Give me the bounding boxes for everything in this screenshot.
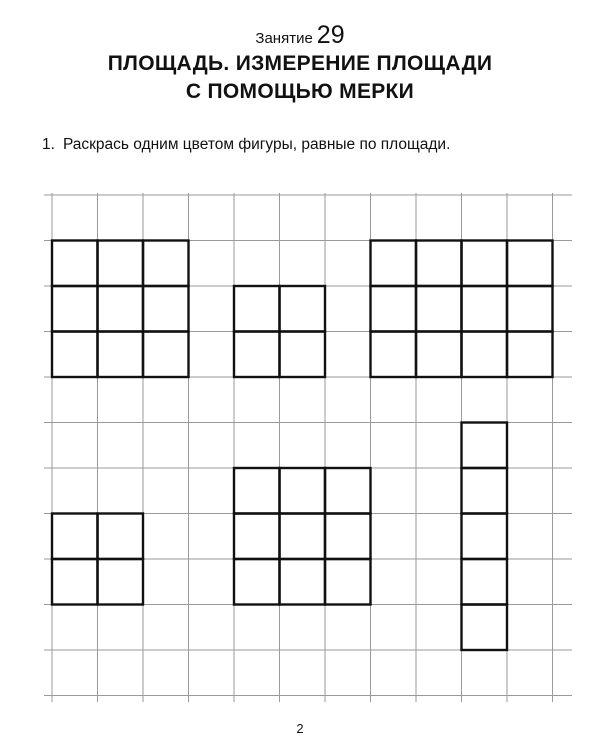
figure-cell[interactable] <box>325 514 371 560</box>
figure-cell[interactable] <box>98 286 144 332</box>
figure-cell[interactable] <box>462 605 508 651</box>
figure-cell[interactable] <box>507 286 553 332</box>
figure-cell[interactable] <box>462 423 508 469</box>
figure-cell[interactable] <box>52 514 98 560</box>
figure-cell[interactable] <box>416 241 462 287</box>
figure-cell[interactable] <box>371 241 417 287</box>
figure-cell[interactable] <box>143 241 189 287</box>
figure-cell[interactable] <box>371 286 417 332</box>
figure-cell[interactable] <box>280 468 326 514</box>
figure-cell[interactable] <box>234 468 280 514</box>
figure-cell[interactable] <box>462 468 508 514</box>
figure-cell[interactable] <box>52 332 98 378</box>
figure-cell[interactable] <box>325 468 371 514</box>
figure-column-1x5-bottom-right[interactable] <box>462 423 508 651</box>
lesson-word: Занятие <box>255 30 313 47</box>
figure-cell[interactable] <box>98 241 144 287</box>
lesson-number: 29 <box>316 21 345 49</box>
figure-cell[interactable] <box>416 286 462 332</box>
figure-cell[interactable] <box>143 286 189 332</box>
figure-square-3x3-top-left[interactable] <box>52 241 189 378</box>
figure-cell[interactable] <box>507 332 553 378</box>
figure-cell[interactable] <box>280 286 326 332</box>
figure-cell[interactable] <box>280 559 326 605</box>
figure-cell[interactable] <box>462 332 508 378</box>
figure-cell[interactable] <box>280 332 326 378</box>
figure-cell[interactable] <box>234 286 280 332</box>
figure-cell[interactable] <box>52 241 98 287</box>
figure-cell[interactable] <box>234 559 280 605</box>
figure-cell[interactable] <box>234 514 280 560</box>
figure-cell[interactable] <box>280 514 326 560</box>
figure-cell[interactable] <box>462 241 508 287</box>
figure-cell[interactable] <box>98 559 144 605</box>
figure-cell[interactable] <box>462 286 508 332</box>
figure-rectangle-4x3-top-right[interactable] <box>371 241 553 378</box>
figure-square-3x3-bottom-middle[interactable] <box>234 468 371 605</box>
figure-cell[interactable] <box>507 241 553 287</box>
figure-cell[interactable] <box>462 514 508 560</box>
figure-cell[interactable] <box>325 559 371 605</box>
task-text: Раскрась одним цветом фигуры, равные по площади. <box>62 136 451 153</box>
figure-cell[interactable] <box>98 332 144 378</box>
figure-cell[interactable] <box>52 559 98 605</box>
figure-cell[interactable] <box>52 286 98 332</box>
task-number: 1. <box>42 136 55 153</box>
figures <box>52 241 553 651</box>
figure-square-2x2-bottom-left[interactable] <box>52 514 143 605</box>
figure-square-2x2-top-middle[interactable] <box>234 286 325 377</box>
figure-cell[interactable] <box>416 332 462 378</box>
figure-cell[interactable] <box>371 332 417 378</box>
grid-lines <box>44 193 572 702</box>
figure-cell[interactable] <box>234 332 280 378</box>
figure-cell[interactable] <box>462 559 508 605</box>
figure-cell[interactable] <box>143 332 189 378</box>
page-title-line-1: ПЛОЩАДЬ. ИЗМЕРЕНИЕ ПЛОЩАДИ <box>107 52 493 75</box>
figure-cell[interactable] <box>98 514 144 560</box>
page-title-line-2: С ПОМОЩЬЮ МЕРКИ <box>185 80 415 103</box>
page-number: 2 <box>296 721 304 736</box>
